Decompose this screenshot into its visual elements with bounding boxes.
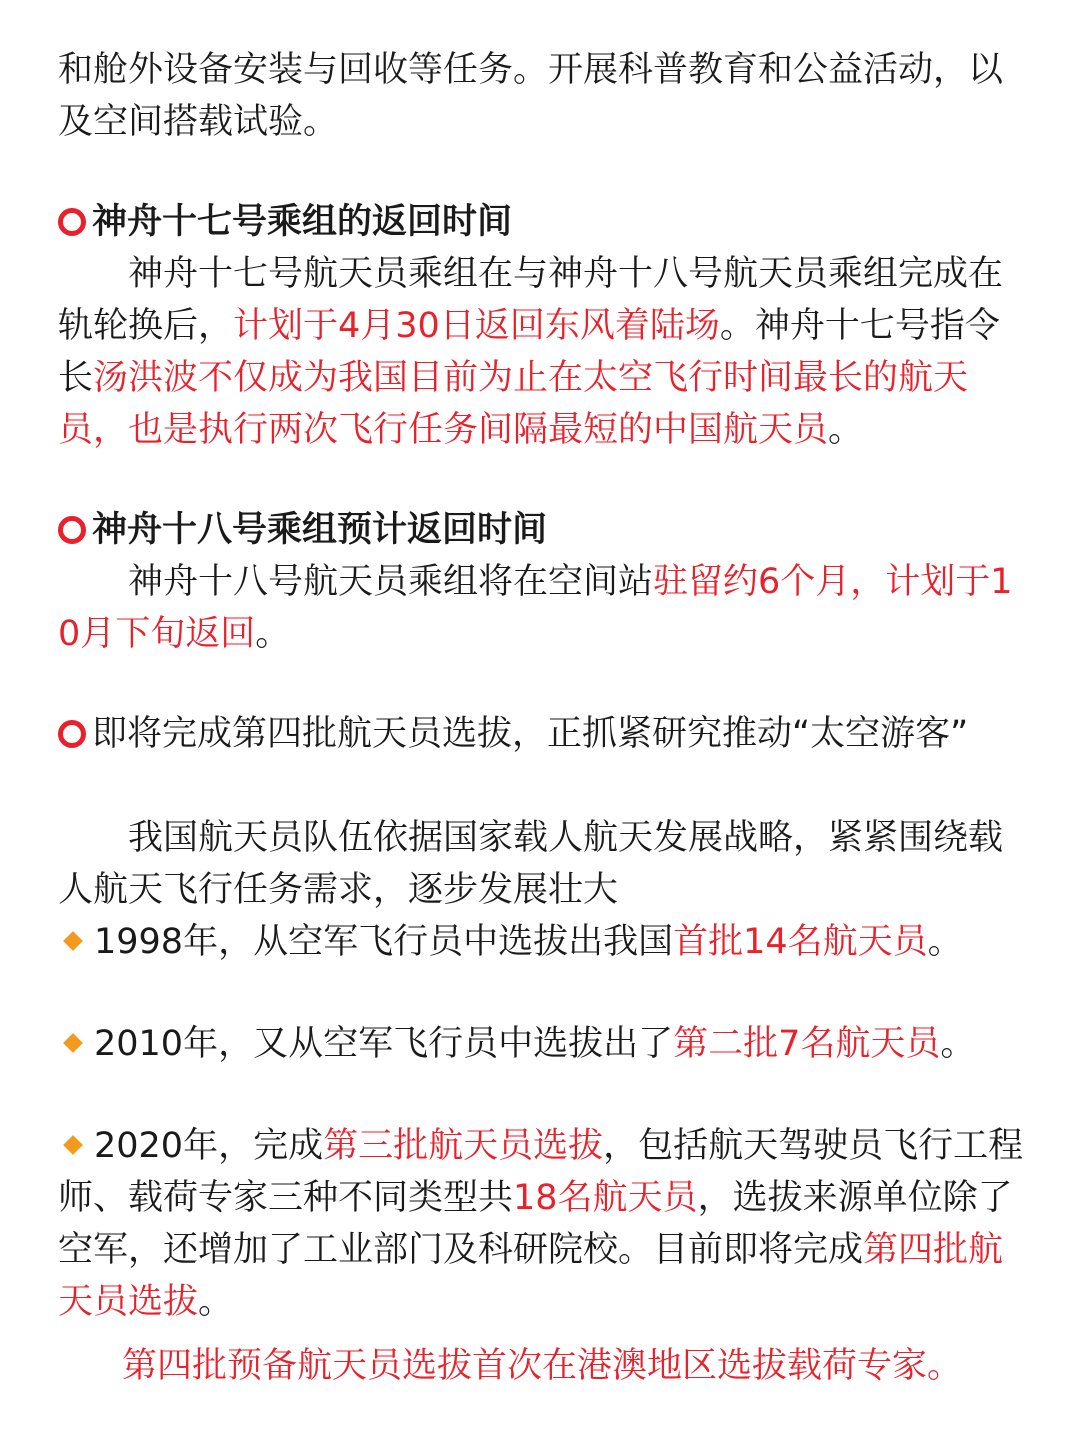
closing-note: 第四批预备航天员选拔首次在港澳地区选拔载荷专家。 xyxy=(121,1346,962,1386)
orange-diamond-icon xyxy=(63,1135,83,1155)
section-heading-s18: 神舟十八号乘组预计返回时间 xyxy=(58,504,1026,556)
red-circle-icon xyxy=(58,720,86,748)
section-heading-s4: 即将完成第四批航天员选拔，正抓紧研究推动“太空游客” xyxy=(58,708,1026,760)
s18-paragraph: 神舟十八号航天员乘组将在空间站驻留约6个月，计划于10月下旬返回。 xyxy=(58,562,1013,654)
bullet-2020: 2020年，完成第三批航天员选拔，包括航天驾驶员飞行工程师、载荷专家三种不同类型共18名航天员，选拔来源单位除了空军，还增加了工业部门及科研院校。目前即将完成第四批航天员选拔。 xyxy=(58,1126,1024,1322)
orange-diamond-icon xyxy=(63,1033,83,1053)
intro-paragraph: 和舱外设备安装与回收等任务。开展科普教育和公益活动，以及空间搭载试验。 xyxy=(58,50,1004,142)
section-heading-s17: 神舟十七号乘组的返回时间 xyxy=(58,196,1026,248)
orange-diamond-icon xyxy=(63,931,83,951)
bullet-1998: 1998年，从空军飞行员中选拔出我国首批14名航天员。 xyxy=(58,916,1026,968)
red-circle-icon xyxy=(58,208,86,236)
s17-paragraph: 神舟十七号航天员乘组在与神舟十八号航天员乘组完成在轨轮换后，计划于4月30日返回东风着陆场。神舟十七号指令长汤洪波不仅成为我国目前为止在太空飞行时间最长的航天员，也是执行两次飞行任务间隔最短的中国航天员。 xyxy=(58,254,1004,450)
s4-intro-paragraph: 我国航天员队伍依据国家载人航天发展战略，紧紧围绕载人航天飞行任务需求，逐步发展壮大 xyxy=(58,818,1004,910)
bullet-2010: 2010年，又从空军飞行员中选拔出了第二批7名航天员。 xyxy=(58,1018,1026,1070)
red-circle-icon xyxy=(58,516,86,544)
